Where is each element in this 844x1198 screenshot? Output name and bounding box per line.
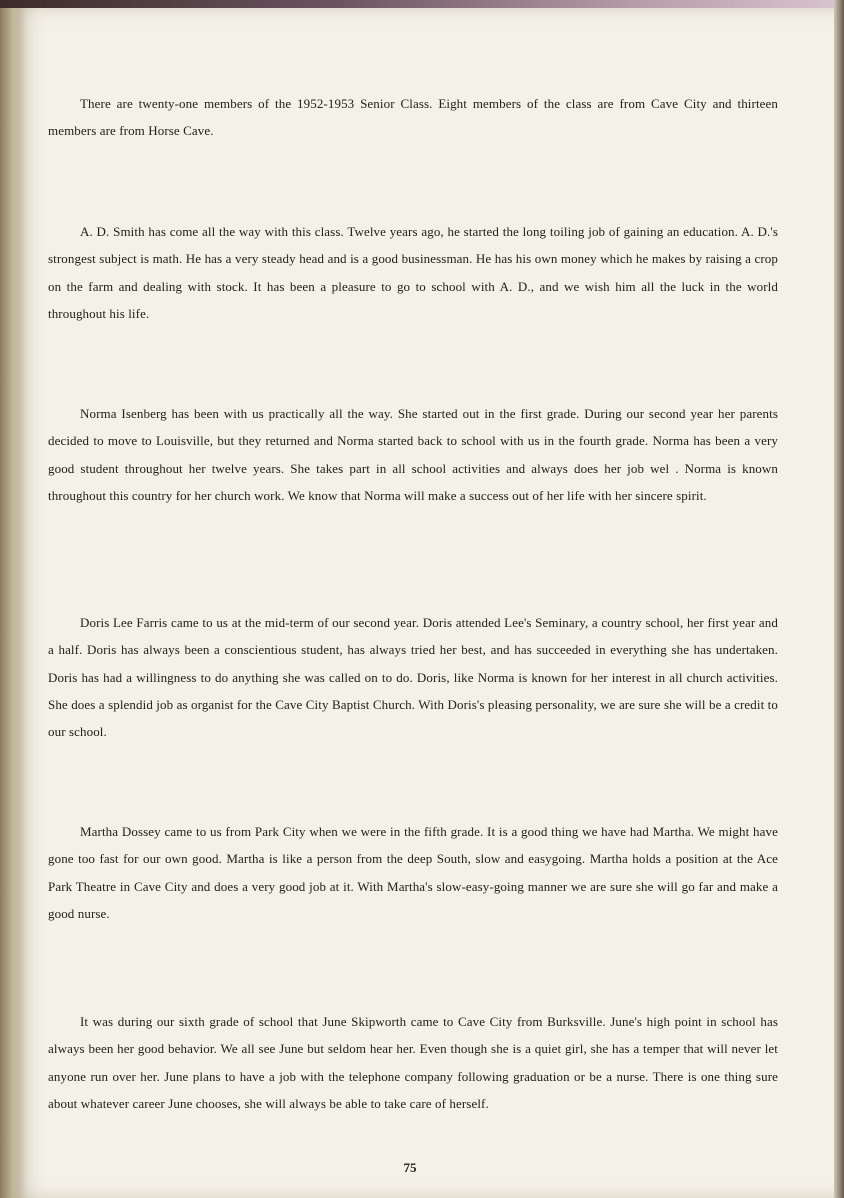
paragraph-norma-isenberg: Norma Isenberg has been with us practically all the way. She started out in the first grade. During our second year her parents decided to move to Louisville, but they returned and Norma started back to school with us in the fourth grade. Norma has been a very good student throughout her twelve years. She takes part in all school activities and always does her job wel . Norma is known throughout this country for her church work. We know that Norma will make a success out of her life with her sincere spirit. <box>48 406 778 503</box>
paragraph-doris-lee-farris: Doris Lee Farris came to us at the mid-term of our second year. Doris attended Lee's Seminary, a country school, her first year and a half. Doris has always been a conscientious student, has always tried her best, and has succeeded in everything she has undertaken. Doris has had a willingness to do anything she was called on to do. Doris, like Norma is known for her interest in all church activities. She does a splendid job as organist for the Cave City Baptist Church. With Doris's pleasing personality, we are sure she will be a credit to our school. <box>48 615 778 740</box>
paragraph-ad-smith: A. D. Smith has come all the way with this class. Twelve years ago, he started the long toiling job of gaining an education. A. D.'s strongest subject is math. He has a very steady head and is a good businessman. He has his own money which he makes by raising a crop on the farm and dealing with stock. It has been a pleasure to go to school with A. D., and we wish him all the luck in the world throughout his life. <box>48 224 778 321</box>
book-right-edge <box>834 0 844 1198</box>
yearbook-page <box>0 8 834 1198</box>
paragraph-class-intro: There are twenty-one members of the 1952-1953 Senior Class. Eight members of the class are from Cave City and thirteen members are from Horse Cave. <box>48 96 778 139</box>
paragraph-june-skipworth: It was during our sixth grade of school that June Skipworth came to Cave City from Burksville. June's high point in school has always been her good behavior. We all see June but seldom hear her. Even though she is a quiet girl, she has a temper that will never let anyone run over her. June plans to have a job with the telephone company following graduation or be a nurse. There is one thing sure about whatever career June chooses, she will always be able to take care of herself. <box>48 1014 778 1111</box>
page-number: 75 <box>403 1160 417 1175</box>
paragraph-martha-dossey: Martha Dossey came to us from Park City when we were in the fifth grade. It is a good thing we have had Martha. We might have gone too fast for our own good. Martha is like a person from the deep South, slow and easygoing. Martha holds a position at the Ace Park Theatre in Cave City and does a very good job at it. With Martha's slow-easy-going manner we are sure she will go far and make a good nurse. <box>48 824 778 921</box>
page-content <box>0 8 834 1198</box>
